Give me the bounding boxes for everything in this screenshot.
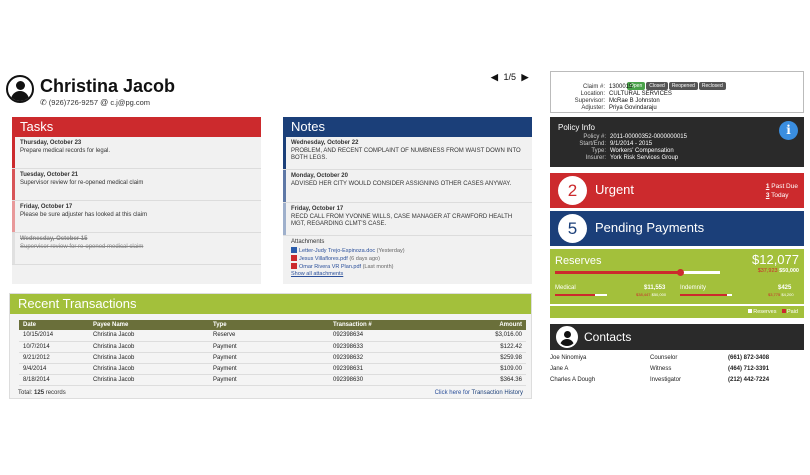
task-text: Please be sure adjuster has looked at this claim	[20, 212, 148, 218]
column-header-payee[interactable]: Payee Name	[89, 320, 209, 330]
cell-transaction: 092398633	[329, 341, 449, 352]
cell-date: 9/21/2012	[19, 352, 89, 363]
policy-type-row: Type: Workers' Compensation	[591, 148, 674, 154]
pdf-file-icon	[291, 263, 297, 269]
pending-payments-tile[interactable]	[550, 211, 804, 246]
task-date: Tuesday, October 21	[20, 172, 79, 178]
column-header-type[interactable]: Type	[209, 320, 329, 330]
note-item[interactable]	[283, 170, 532, 203]
medical-progress-bar	[555, 294, 607, 296]
cell-amount: $3,016.00	[449, 330, 526, 341]
attachments-label: Attachments	[291, 239, 325, 245]
column-header-amount[interactable]: Amount	[449, 320, 526, 330]
cell-transaction: 092398634	[329, 330, 449, 341]
task-item-completed[interactable]	[12, 233, 261, 265]
table-row[interactable]	[19, 363, 526, 374]
claim-adjuster-row: Adjuster: Priya Govindaraju	[581, 105, 657, 111]
reserves-progress-bar	[555, 271, 720, 274]
contact-row[interactable]	[550, 366, 804, 376]
pending-count: 5	[558, 214, 587, 243]
cell-amount: $109.00	[449, 363, 526, 374]
indemnity-reserve: Indemnity	[680, 285, 707, 291]
note-item[interactable]	[283, 137, 532, 170]
cell-amount: $122.42	[449, 341, 526, 352]
pdf-file-icon	[291, 255, 297, 261]
status-badge-closed[interactable]: Closed	[646, 82, 668, 90]
task-date: Friday, October 17	[20, 204, 73, 210]
tasks-title: Tasks	[12, 117, 261, 137]
medical-reserve-sub: $38,447 $50,000	[636, 292, 667, 297]
email-icon: @	[100, 98, 109, 107]
reserves-paid-total: $37,923 $50,000	[757, 268, 799, 274]
note-text: PROBLEM, AND RECENT COMPLAINT OF NUMBNESS FROM WAIST DOWN INTO BOTH LEGS.	[291, 148, 521, 161]
table-row[interactable]	[19, 341, 526, 352]
contacts-header	[550, 324, 804, 350]
task-item[interactable]	[12, 169, 261, 201]
attachment-link[interactable]: Jesus Villaflores.pdf (6 days ago)	[291, 255, 526, 263]
contact-name: Charles A Dough	[550, 377, 596, 383]
cell-payee: Christina Jacob	[89, 330, 209, 341]
claimant-contact-line	[40, 98, 150, 107]
cell-date: 10/7/2014	[19, 341, 89, 352]
cell-date: 9/4/2014	[19, 363, 89, 374]
indemnity-reserve-sub: $3,775 $4,200	[768, 292, 794, 297]
cell-amount: $364.36	[449, 374, 526, 385]
urgent-stats	[766, 182, 798, 200]
cell-type: Payment	[209, 363, 329, 374]
notes-title: Notes	[283, 117, 532, 137]
today-stat[interactable]: 3 Today	[765, 192, 789, 199]
indemnity-paid-fill	[680, 294, 727, 296]
table-row[interactable]	[19, 330, 526, 341]
cell-type: Payment	[209, 374, 329, 385]
pending-label: Pending Payments	[595, 220, 705, 235]
indemnity-reserve-value: $425	[778, 285, 792, 291]
table-header-row	[19, 320, 526, 330]
past-due-stat[interactable]: 1 Past Due	[765, 183, 798, 190]
cell-type: Payment	[209, 341, 329, 352]
contact-phone[interactable]: (464) 712-3391	[728, 366, 770, 372]
transactions-panel	[9, 293, 532, 399]
task-item[interactable]	[12, 137, 261, 169]
cell-payee: Christina Jacob	[89, 341, 209, 352]
cell-payee: Christina Jacob	[89, 374, 209, 385]
avatar	[6, 75, 34, 103]
cell-date: 8/18/2014	[19, 374, 89, 385]
urgent-tile[interactable]	[550, 173, 804, 208]
policy-info-panel	[550, 117, 804, 167]
cell-transaction: 092398632	[329, 352, 449, 363]
reserves-legend	[550, 306, 804, 318]
attachment-link[interactable]: Letter-Judy Trejo-Espinoza.doc (Yesterday)	[291, 247, 526, 255]
phone-icon: ✆	[40, 98, 47, 107]
medical-reserve-value: $11,553	[644, 285, 666, 291]
task-date: Wednesday, October 15	[20, 236, 88, 242]
contact-name: Joe Ninomiya	[550, 355, 587, 361]
contacts-title: Contacts	[584, 330, 632, 344]
transactions-title: Recent Transactions	[10, 294, 531, 314]
contact-name: Jane A	[550, 366, 569, 372]
contact-role: Counselor	[650, 355, 678, 361]
policy-insurer-row: Insurer: York Risk Services Group	[585, 155, 679, 161]
transactions-total: Total: 125 records	[18, 390, 66, 396]
contacts-person-icon	[556, 326, 578, 348]
claimant-email[interactable]: c.j@pg.com	[110, 98, 151, 107]
table-row[interactable]	[19, 374, 526, 385]
task-text: Supervisor review for re-opened medical claim	[20, 244, 144, 250]
contact-row[interactable]	[550, 355, 804, 365]
cell-date: 10/15/2014	[19, 330, 89, 341]
status-badge-reclosed[interactable]: Reclosed	[699, 82, 726, 90]
task-text: Supervisor review for re-opened medical claim	[20, 180, 144, 186]
table-row[interactable]	[19, 352, 526, 363]
note-date: Monday, October 20	[291, 173, 348, 179]
task-text: Prepare medical records for legal.	[20, 148, 111, 154]
word-file-icon	[291, 247, 297, 253]
contact-row[interactable]	[550, 377, 804, 387]
pager-position: 1/5	[503, 72, 516, 82]
legend-reserves-swatch	[748, 309, 752, 313]
task-item[interactable]	[12, 201, 261, 233]
claimant-name: Christina Jacob	[40, 76, 176, 96]
cell-type: Payment	[209, 352, 329, 363]
reserves-paid-fill	[555, 271, 680, 274]
status-badge-open[interactable]: Open	[627, 82, 645, 90]
info-icon[interactable]: i	[779, 121, 798, 140]
claim-location-row: Location: CULTURAL SERVICES	[580, 91, 672, 97]
reserves-knob	[677, 269, 684, 276]
legend-paid-swatch	[782, 309, 786, 313]
note-text: ADVISED HER CITY WOULD CONSIDER ASSIGNING OTHER CASES ANYWAY.	[291, 181, 512, 187]
reserves-label: Reserves	[555, 255, 602, 267]
claim-number-row: Claim #: 1300015	[582, 84, 633, 90]
urgent-label: Urgent	[595, 182, 635, 197]
note-text: RECD CALL FROM YVONNE WILLS, CASE MANAGER AT CRAWFORD HEALTH MGT, REGARDING CLMT'S CASE.	[291, 214, 513, 227]
column-header-date[interactable]: Date	[19, 320, 89, 330]
legend-paid-label: Paid	[786, 309, 798, 315]
medical-paid-fill	[555, 294, 595, 296]
cell-payee: Christina Jacob	[89, 352, 209, 363]
legend-reserves-label: Reserves	[753, 309, 777, 315]
cell-payee: Christina Jacob	[89, 363, 209, 374]
claimant-phone[interactable]: (926)726-9257	[48, 98, 99, 107]
claimant-header	[6, 75, 266, 109]
claim-supervisor-row: Supervisor: McRae B Johnston	[574, 98, 660, 104]
medical-reserve: Medical	[555, 285, 576, 291]
policy-info-title: Policy Info	[558, 123, 595, 132]
transaction-history-link[interactable]: Click here for Transaction History	[434, 390, 523, 396]
note-item[interactable]	[283, 203, 532, 236]
urgent-count: 2	[558, 176, 587, 205]
contact-role: Investigator	[650, 377, 682, 383]
column-header-transaction[interactable]: Transaction #	[329, 320, 449, 330]
reserves-panel	[550, 249, 804, 304]
transactions-table	[19, 320, 526, 386]
attachment-link[interactable]: Omar Rivera VR Plan.pdf (Last month)	[291, 263, 526, 271]
note-date: Wednesday, October 22	[291, 140, 359, 146]
contact-phone[interactable]: (661) 872-3408	[728, 355, 770, 361]
policy-number-row: Policy #: 2011-00000352-0000000015	[583, 134, 687, 140]
cell-transaction: 092398631	[329, 363, 449, 374]
attachments-section	[283, 236, 532, 277]
next-arrow-icon[interactable]: ▶	[521, 72, 529, 82]
cell-transaction: 092398630	[329, 374, 449, 385]
cell-type: Reserve	[209, 330, 329, 341]
claim-status-badges	[627, 74, 727, 92]
claim-summary	[550, 71, 804, 113]
contact-role: Witness	[650, 366, 672, 372]
notes-panel	[283, 117, 532, 284]
task-date: Thursday, October 23	[20, 140, 82, 146]
show-all-attachments-link[interactable]: Show all attachments	[291, 271, 344, 277]
tasks-panel	[12, 117, 261, 284]
prev-arrow-icon[interactable]: ◀	[491, 72, 498, 82]
note-date: Friday, October 17	[291, 206, 344, 212]
reserves-amount: $12,077	[752, 252, 799, 267]
status-badge-reopened[interactable]: Reopened	[669, 82, 698, 90]
policy-dates-row: Start/End: 9/1/2014 - 2015	[579, 141, 653, 147]
indemnity-progress-bar	[680, 294, 732, 296]
contact-phone[interactable]: (212) 442-7224	[728, 377, 770, 383]
record-pager	[488, 72, 531, 83]
cell-amount: $259.98	[449, 352, 526, 363]
